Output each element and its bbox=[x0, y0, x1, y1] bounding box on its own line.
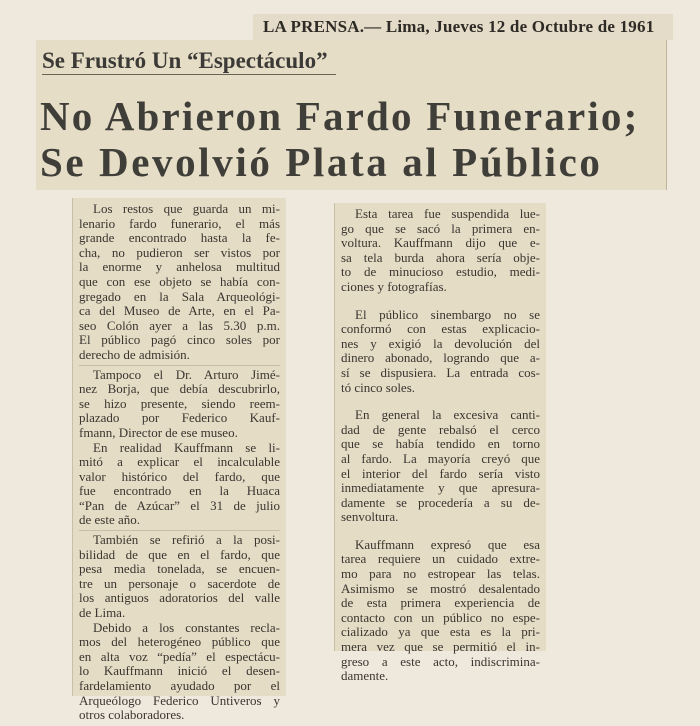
text-line: los antiguos adoratorios del valle bbox=[79, 591, 280, 606]
text-line: nez Borja, que debía descubrirlo, bbox=[79, 382, 280, 397]
text-line: dinero abonado, logrando que a- bbox=[341, 351, 540, 366]
text-line: También se refirió a la posi- bbox=[93, 533, 280, 548]
article-paragraph bbox=[341, 538, 540, 684]
text-line: fmann, Director de ese museo. bbox=[79, 425, 238, 440]
text-line: se hizo presente, siendo reem- bbox=[79, 396, 280, 411]
text-line: El público sinembargo no se bbox=[355, 307, 540, 322]
article-paragraph bbox=[79, 621, 280, 723]
text-line: mos del heterogéneo público que bbox=[79, 635, 280, 650]
text-line: Esta tarea fue suspendida lue- bbox=[355, 207, 540, 221]
text-line: que se había tendido en torno bbox=[341, 437, 540, 452]
text-line: de Lima. bbox=[79, 606, 126, 621]
text-line: go que se sacó la primera en- bbox=[341, 221, 540, 236]
text-line: gregado en la Sala Arqueológi- bbox=[79, 289, 280, 304]
text-line: Arqueólogo Federico Untiveros y bbox=[79, 693, 280, 708]
text-line: “Pan de Azúcar” el 31 de julio bbox=[79, 498, 280, 513]
text-line: tó cinco soles. bbox=[341, 380, 416, 395]
text-line: En general la excesiva canti- bbox=[355, 408, 540, 423]
text-line: grande encontrado hasta la fe- bbox=[79, 231, 280, 246]
text-line: damente se procedería a su de- bbox=[341, 495, 540, 510]
text-line: Debido a los constantes recla- bbox=[93, 620, 280, 635]
article-paragraph bbox=[341, 207, 540, 295]
text-line: damente. bbox=[341, 669, 389, 684]
text-line: Tampoco el Dr. Arturo Jimé- bbox=[93, 367, 280, 382]
text-line: de esta primera experiencia de bbox=[341, 596, 540, 611]
text-line: nes y exigió la devolución del bbox=[341, 336, 540, 351]
text-line: de este año. bbox=[79, 513, 141, 528]
text-line: dad de gente rebalsó el cerco bbox=[341, 422, 540, 437]
text-line: valor histórico del fardo, que bbox=[79, 469, 280, 484]
article-paragraph bbox=[341, 408, 540, 525]
text-line: mera vez que se permitió el in- bbox=[341, 640, 540, 655]
text-line: greso a este acto, indiscrimina- bbox=[341, 654, 540, 669]
text-line: conformó con estas explicacio- bbox=[341, 322, 540, 337]
text-line: la enorme y anhelosa multitud bbox=[79, 260, 280, 275]
text-line: que con ese objeto se había con- bbox=[79, 274, 280, 289]
text-line: mitó a explicar el incalculable bbox=[79, 455, 280, 470]
headline-line-2: Se Devolvió Plata al Público bbox=[40, 139, 603, 185]
text-line: sa tela burda ahora sería obje- bbox=[341, 250, 540, 265]
text-line: pesa media tonelada, se encuen- bbox=[79, 562, 280, 577]
text-line: Kauffmann expresó que esa bbox=[355, 537, 540, 552]
text-line: lo Kauffmann inició el desen- bbox=[79, 664, 280, 679]
text-line: seo Colón ayer a las 5.30 p.m. bbox=[79, 318, 280, 333]
text-line: sí se dispusiera. La entrada cos- bbox=[341, 365, 540, 380]
text-line: bilidad de que en el fardo, que bbox=[79, 547, 280, 562]
text-line: en alta voz “pedía” el espectácu- bbox=[79, 649, 280, 664]
article-paragraph bbox=[79, 365, 280, 441]
text-line: tre un personaje o sacerdote de bbox=[79, 576, 280, 591]
text-line: to de minucioso estudio, medi- bbox=[341, 265, 540, 280]
text-line: otros colaboradores. bbox=[79, 708, 185, 723]
article-column-2 bbox=[334, 203, 546, 684]
text-line: voltura. Kauffmann dijo que e- bbox=[341, 236, 540, 251]
article-paragraph bbox=[79, 441, 280, 529]
text-line: Los restos que guarda un mi- bbox=[93, 202, 280, 216]
text-line: ciones y fotografías. bbox=[341, 279, 447, 294]
article-paragraph bbox=[79, 202, 280, 363]
text-line: lenario fardo funerario, el más bbox=[79, 216, 280, 231]
text-line: El público pagó cinco soles por bbox=[79, 333, 280, 348]
text-line: tarea requiere un cuidado extre- bbox=[341, 552, 540, 567]
text-line: inmediatamente y que apresura- bbox=[341, 481, 540, 496]
kicker-headline: Se Frustró Un “Espectáculo” bbox=[42, 48, 336, 75]
text-line: Asimismo se mostró desalentado bbox=[341, 581, 540, 596]
text-line: contacto con un público no espe- bbox=[341, 610, 540, 625]
article-paragraph bbox=[341, 308, 540, 396]
text-line: ca del Museo de Arte, en el Pa- bbox=[79, 304, 280, 319]
text-line: fue encontrado en la Huaca bbox=[79, 484, 280, 499]
article-paragraph bbox=[79, 530, 280, 621]
text-line: En realidad Kauffmann se li- bbox=[93, 440, 280, 455]
text-line: plazado por Federico Kauf- bbox=[79, 411, 280, 426]
text-line: derecho de admisión. bbox=[79, 347, 190, 362]
text-line: al fardo. La mayoría creyó que bbox=[341, 451, 540, 466]
text-line: mo para no estropear las telas. bbox=[341, 567, 540, 582]
text-line: el interior del fardo sería visto bbox=[341, 466, 540, 481]
headline-block bbox=[36, 40, 667, 190]
text-line: cha, no pudieron ser vistos por bbox=[79, 245, 280, 260]
text-line: fardelamiento ayudado por el bbox=[79, 679, 280, 693]
article-column-1 bbox=[72, 198, 286, 723]
text-line: cializado ya que esta es la pri- bbox=[341, 625, 540, 640]
newspaper-masthead: LA PRENSA.— Lima, Jueves 12 de Octubre de 1961 bbox=[253, 14, 673, 40]
text-line: senvoltura. bbox=[341, 510, 399, 525]
headline-line-1: No Abrieron Fardo Funerario; bbox=[40, 93, 640, 139]
